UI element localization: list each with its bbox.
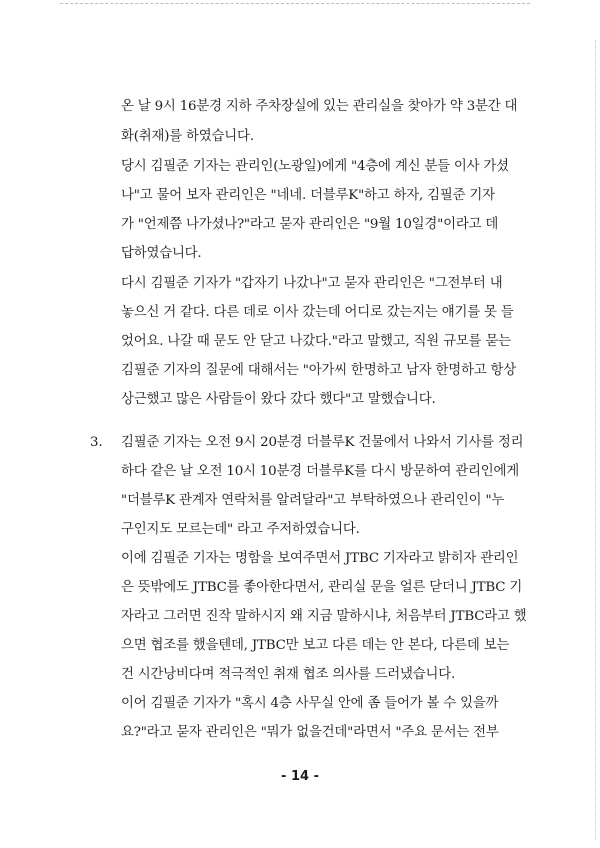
text-line: 구인지도 모르는데" 라고 주저하였습니다. xyxy=(121,522,360,537)
text-line: 화(취재)를 하였습니다. xyxy=(121,129,254,144)
text-line: 건 시간낭비다며 적극적인 취재 협조 의사를 드러냈습니다. xyxy=(121,667,456,682)
text-line: 가 "언제쯤 나가셨나?"라고 묻자 관리인은 "9월 10일경"이라고 데 xyxy=(121,217,499,232)
text-line: 김필준 기자의 질문에 대해서는 "아가씨 한명하고 남자 한명하고 항상 xyxy=(121,363,516,378)
text-line: 요?"라고 묻자 관리인은 "뭐가 없을건데"라면서 "주요 문서는 전부 xyxy=(121,725,499,740)
text-line: 으면 협조를 했을텐데, JTBC만 보고 다른 데는 안 본다, 다른데 보는 xyxy=(121,638,510,653)
scan-edge-top xyxy=(60,3,530,4)
text-line: 이에 김필준 기자는 명함을 보여주면서 JTBC 기자라고 밝히자 관리인 xyxy=(121,551,519,566)
text-line: 당시 김필준 기자는 관리인(노광일)에게 "4층에 계신 분들 이사 가셨 xyxy=(121,159,509,174)
text-line: 이어 김필준 기자가 "혹시 4층 사무실 안에 좀 들어가 볼 수 있을까 xyxy=(121,696,499,711)
text-line: 은 뜻밖에도 JTBC를 좋아한다면서, 관리실 문을 얼른 닫더니 JTBC 기 xyxy=(121,580,523,595)
text-line: 자라고 그러면 진작 말하시지 왜 지금 말하시냐, 처음부터 JTBC라고 했 xyxy=(121,609,527,624)
text-line: 었어요. 나갈 때 문도 안 닫고 나갔다."라고 말했고, 직원 규모를 묻는 xyxy=(121,334,511,349)
text-line: 나"고 물어 보자 관리인은 "네네. 더블루K"하고 하자, 김필준 기자 xyxy=(121,188,495,203)
text-line: "더블루K 관계자 연락처를 알려달라"고 부탁하였으나 관리인이 "누 xyxy=(121,493,505,508)
text-line: 답하였습니다. xyxy=(121,246,202,261)
section-number: 3. xyxy=(90,435,103,450)
text-line: 상근했고 많은 사람들이 왔다 갔다 했다"고 말했습니다. xyxy=(121,392,436,407)
scan-edge-right xyxy=(595,40,596,840)
text-line: 놓으신 거 같다. 다른 데로 이사 갔는데 어디로 갔는지는 얘기를 못 들 xyxy=(121,305,514,320)
text-line: 온 날 9시 16분경 지하 주차장실에 있는 관리실을 찾아가 약 3분간 대 xyxy=(121,99,518,114)
text-line: 다시 김필준 기자가 "갑자기 나갔나"고 묻자 관리인은 "그전부터 내 xyxy=(121,276,503,291)
page-number: - 14 - xyxy=(281,769,319,784)
text-line: 김필준 기자는 오전 9시 20분경 더블루K 건물에서 나와서 기사를 정리 xyxy=(121,435,524,450)
text-line: 하다 같은 날 오전 10시 10분경 더블루K를 다시 방문하여 관리인에게 xyxy=(121,464,519,479)
